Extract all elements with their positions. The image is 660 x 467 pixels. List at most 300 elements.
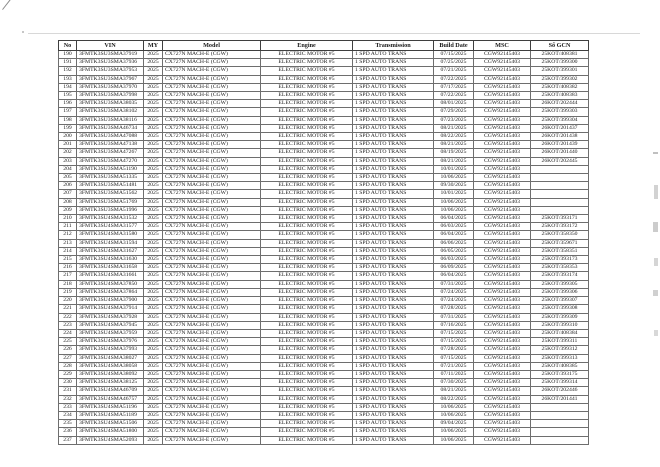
table-cell: CGW92145403	[474, 428, 531, 436]
table-cell: 1 SPD AUTO TRANS	[353, 174, 434, 182]
table-cell: 2025	[144, 420, 163, 428]
table-cell: 07/11/2025	[434, 370, 474, 378]
table-cell: CX727N MACH-E (CGW)	[163, 313, 261, 321]
column-header: Build Date	[434, 41, 474, 51]
table-cell: 25KOT/408383	[531, 92, 589, 100]
table-cell: 1 SPD AUTO TRANS	[353, 403, 434, 411]
table-cell: ELECTRIC MOTOR #5	[261, 411, 353, 419]
table-cell: 3FMTK3SU3SMA51481	[77, 182, 144, 190]
table-cell	[531, 174, 589, 182]
table-cell: 25KOT/399306	[531, 288, 589, 296]
table-cell: 26KOT/201437	[531, 124, 589, 132]
table-cell: 25KOT/408385	[531, 362, 589, 370]
scan-artifact-dot	[22, 31, 24, 33]
table-cell: ELECTRIC MOTOR #5	[261, 190, 353, 198]
table-cell: 2025	[144, 206, 163, 214]
table-cell: CGW92145403	[474, 149, 531, 157]
table-cell: ELECTRIC MOTOR #5	[261, 420, 353, 428]
table-cell: ELECTRIC MOTOR #5	[261, 354, 353, 362]
table-cell: ELECTRIC MOTOR #5	[261, 165, 353, 173]
table-cell: 06/09/2025	[434, 264, 474, 272]
table-cell: 10/06/2025	[434, 436, 474, 444]
table-cell: 3FMTK3SU4SMA51800	[77, 428, 144, 436]
table-cell: ELECTRIC MOTOR #5	[261, 174, 353, 182]
table-cell: CGW92145403	[474, 59, 531, 67]
table-cell: ELECTRIC MOTOR #5	[261, 198, 353, 206]
table-cell: 1 SPD AUTO TRANS	[353, 59, 434, 67]
table-cell: 2025	[144, 190, 163, 198]
table-cell: 25KOT/399309	[531, 313, 589, 321]
scan-artifact-edge-mark	[653, 290, 658, 296]
column-header: No	[59, 41, 77, 51]
table-cell: CGW92145403	[474, 297, 531, 305]
scan-artifact-edge-mark	[654, 330, 658, 336]
table-cell: 07/24/2025	[434, 297, 474, 305]
table-cell: 25KOT/399301	[531, 67, 589, 75]
table-cell: 3FMTK3SU4SMA31532	[77, 215, 144, 223]
table-cell: 1 SPD AUTO TRANS	[353, 124, 434, 132]
table-cell: 3FMTK3SU3SMA38035	[77, 100, 144, 108]
table-cell: 10/06/2025	[434, 411, 474, 419]
table-cell: ELECTRIC MOTOR #5	[261, 321, 353, 329]
table-cell: 198	[59, 116, 77, 124]
table-cell: 3FMTK3SU4SMA37993	[77, 346, 144, 354]
table-row	[59, 272, 589, 280]
table-cell: ELECTRIC MOTOR #5	[261, 67, 353, 75]
table-cell: 2025	[144, 141, 163, 149]
table-row	[59, 329, 589, 337]
table-cell: ELECTRIC MOTOR #5	[261, 264, 353, 272]
scan-artifact-edge-mark	[654, 185, 658, 199]
table-cell: CX727N MACH-E (CGW)	[163, 182, 261, 190]
table-cell: 3FMTK3SU3SMA37953	[77, 67, 144, 75]
table-row	[59, 256, 589, 264]
table-cell: 2025	[144, 256, 163, 264]
table-cell: ELECTRIC MOTOR #5	[261, 313, 353, 321]
table-cell: 192	[59, 67, 77, 75]
table-cell: 25KOT/358350	[531, 231, 589, 239]
table-cell: 10/06/2025	[434, 206, 474, 214]
table-cell: 08/21/2025	[434, 124, 474, 132]
table-cell: 2025	[144, 198, 163, 206]
table-cell: 3FMTK3SU4SMA31630	[77, 256, 144, 264]
table-cell: 2025	[144, 165, 163, 173]
table-cell: 3FMTK3SU3SMA51335	[77, 174, 144, 182]
table-cell: 09/04/2025	[434, 420, 474, 428]
table-cell: 2025	[144, 59, 163, 67]
table-cell: CGW92145403	[474, 133, 531, 141]
table-cell: 190	[59, 51, 77, 59]
table-cell: 1 SPD AUTO TRANS	[353, 362, 434, 370]
table-cell: CGW92145403	[474, 411, 531, 419]
table-cell: 1 SPD AUTO TRANS	[353, 108, 434, 116]
table-cell: 25KOT/359671	[531, 239, 589, 247]
table-row	[59, 370, 589, 378]
table-cell: 25KOT/399302	[531, 75, 589, 83]
column-header: MSC	[474, 41, 531, 51]
table-cell: CGW92145403	[474, 51, 531, 59]
table-cell: 26KOT/202444	[531, 100, 589, 108]
table-row	[59, 157, 589, 165]
table-cell: ELECTRIC MOTOR #5	[261, 239, 353, 247]
table-cell: 1 SPD AUTO TRANS	[353, 165, 434, 173]
scan-artifact-edge-mark	[654, 258, 658, 266]
table-cell: ELECTRIC MOTOR #5	[261, 83, 353, 91]
table-cell: 25KOT/399313	[531, 354, 589, 362]
table-cell: 2025	[144, 329, 163, 337]
table-cell: CGW92145403	[474, 346, 531, 354]
table-cell: 1 SPD AUTO TRANS	[353, 100, 434, 108]
table-cell: ELECTRIC MOTOR #5	[261, 141, 353, 149]
table-cell: 197	[59, 108, 77, 116]
table-cell: 25KOT/399303	[531, 108, 589, 116]
table-cell: 226	[59, 346, 77, 354]
table-cell: 2025	[144, 215, 163, 223]
table-row	[59, 239, 589, 247]
table-cell: 218	[59, 280, 77, 288]
table-cell: 07/24/2025	[434, 288, 474, 296]
table-row	[59, 321, 589, 329]
table-cell: 230	[59, 379, 77, 387]
table-cell: CGW92145403	[474, 379, 531, 387]
table-row	[59, 395, 589, 403]
table-row	[59, 100, 589, 108]
table-cell: 212	[59, 231, 77, 239]
table-cell: CGW92145403	[474, 231, 531, 239]
table-cell: CGW92145403	[474, 420, 531, 428]
table-cell: CGW92145403	[474, 247, 531, 255]
table-cell: 1 SPD AUTO TRANS	[353, 239, 434, 247]
table-cell: 25KOT/393174	[531, 272, 589, 280]
table-cell: 1 SPD AUTO TRANS	[353, 346, 434, 354]
table-cell: 25KOT/399314	[531, 379, 589, 387]
table-cell: CGW92145403	[474, 157, 531, 165]
table-cell: 200	[59, 133, 77, 141]
table-row	[59, 346, 589, 354]
table-cell: 26KOT/201439	[531, 141, 589, 149]
table-cell: 1 SPD AUTO TRANS	[353, 354, 434, 362]
table-cell: ELECTRIC MOTOR #5	[261, 247, 353, 255]
table-cell: ELECTRIC MOTOR #5	[261, 75, 353, 83]
table-cell: 2025	[144, 297, 163, 305]
table-body	[59, 51, 589, 445]
table-cell: 3FMTK3SU4SMA52093	[77, 436, 144, 444]
scan-artifact-top-line	[28, 33, 640, 34]
table-cell: 07/15/2025	[434, 354, 474, 362]
table-cell: 2025	[144, 75, 163, 83]
table-cell: 3FMTK3SU3SMA37919	[77, 51, 144, 59]
table-cell: CGW92145403	[474, 100, 531, 108]
column-header: Số GCN	[531, 41, 589, 51]
table-cell: CGW92145403	[474, 174, 531, 182]
table-row	[59, 182, 589, 190]
table-cell: 25KOT/399300	[531, 59, 589, 67]
table-row	[59, 59, 589, 67]
table-cell: 1 SPD AUTO TRANS	[353, 305, 434, 313]
table-cell: 3FMTK3SU4SMA37976	[77, 338, 144, 346]
table-cell: CGW92145403	[474, 116, 531, 124]
table-row	[59, 83, 589, 91]
table-cell: 3FMTK3SU4SMA31577	[77, 223, 144, 231]
table-cell: CX727N MACH-E (CGW)	[163, 272, 261, 280]
table-cell: 2025	[144, 321, 163, 329]
table-cell: CX727N MACH-E (CGW)	[163, 387, 261, 395]
table-cell: 3FMTK3SU3SMA51769	[77, 198, 144, 206]
table-cell: CX727N MACH-E (CGW)	[163, 116, 261, 124]
table-row	[59, 215, 589, 223]
table-cell: 234	[59, 411, 77, 419]
table-cell: ELECTRIC MOTOR #5	[261, 403, 353, 411]
table-cell: ELECTRIC MOTOR #5	[261, 272, 353, 280]
table-cell: CGW92145403	[474, 362, 531, 370]
table-cell	[531, 420, 589, 428]
table-cell: 07/21/2025	[434, 67, 474, 75]
table-cell: 2025	[144, 124, 163, 132]
table-cell: 25KOT/399305	[531, 280, 589, 288]
table-cell: 2025	[144, 288, 163, 296]
table-cell: 236	[59, 428, 77, 436]
table-cell: 25KOT/393172	[531, 223, 589, 231]
table-cell: 2025	[144, 239, 163, 247]
table-cell: 2025	[144, 387, 163, 395]
table-cell: CGW92145403	[474, 338, 531, 346]
table-cell: 25KOT/399304	[531, 116, 589, 124]
table-cell: ELECTRIC MOTOR #5	[261, 116, 353, 124]
table-cell: CGW92145403	[474, 329, 531, 337]
table-cell: 07/29/2025	[434, 108, 474, 116]
table-cell: CGW92145403	[474, 305, 531, 313]
table-cell: 08/22/2025	[434, 133, 474, 141]
table-cell: 06/04/2025	[434, 231, 474, 239]
table-cell: 1 SPD AUTO TRANS	[353, 149, 434, 157]
table-cell: CX727N MACH-E (CGW)	[163, 108, 261, 116]
table-cell: CX727N MACH-E (CGW)	[163, 411, 261, 419]
table-cell: 3FMTK3SU4SMA37945	[77, 321, 144, 329]
table-cell: 06/04/2025	[434, 272, 474, 280]
table-row	[59, 247, 589, 255]
table-cell: CX727N MACH-E (CGW)	[163, 354, 261, 362]
table-cell: 2025	[144, 223, 163, 231]
table-cell: 3FMTK3SU3SMA51562	[77, 190, 144, 198]
table-cell: 10/06/2025	[434, 428, 474, 436]
table-cell: 1 SPD AUTO TRANS	[353, 133, 434, 141]
table-cell: 1 SPD AUTO TRANS	[353, 379, 434, 387]
table-cell: CGW92145403	[474, 182, 531, 190]
table-cell: CX727N MACH-E (CGW)	[163, 133, 261, 141]
column-header: Model	[163, 41, 261, 51]
table-cell: 06/03/2025	[434, 223, 474, 231]
table-cell: CX727N MACH-E (CGW)	[163, 223, 261, 231]
table-cell: 06/05/2025	[434, 247, 474, 255]
table-cell: 1 SPD AUTO TRANS	[353, 67, 434, 75]
table-row	[59, 124, 589, 132]
table-cell	[531, 190, 589, 198]
table-cell: CGW92145403	[474, 387, 531, 395]
table-cell: 209	[59, 206, 77, 214]
table-cell	[531, 198, 589, 206]
table-row	[59, 149, 589, 157]
table-cell: 3FMTK3SU4SMA46709	[77, 387, 144, 395]
table-cell: CGW92145403	[474, 223, 531, 231]
table-cell	[531, 182, 589, 190]
table-cell: 25KOT/399311	[531, 338, 589, 346]
table-cell: 220	[59, 297, 77, 305]
table-cell: CX727N MACH-E (CGW)	[163, 420, 261, 428]
table-cell: 1 SPD AUTO TRANS	[353, 190, 434, 198]
table-cell: 1 SPD AUTO TRANS	[353, 338, 434, 346]
table-row	[59, 51, 589, 59]
column-header: VIN	[77, 41, 144, 51]
table-cell: CGW92145403	[474, 124, 531, 132]
table-cell: 2025	[144, 370, 163, 378]
table-cell: 06/06/2025	[434, 239, 474, 247]
table-cell: 07/25/2025	[434, 59, 474, 67]
table-row	[59, 354, 589, 362]
table-cell: 1 SPD AUTO TRANS	[353, 428, 434, 436]
table-cell: 10/06/2025	[434, 198, 474, 206]
table-cell: CGW92145403	[474, 198, 531, 206]
table-cell: 223	[59, 321, 77, 329]
table-cell: 3FMTK3SU3SMA47138	[77, 141, 144, 149]
table-cell: 1 SPD AUTO TRANS	[353, 395, 434, 403]
table-cell: 3FMTK3SU3SMA47270	[77, 157, 144, 165]
table-cell: ELECTRIC MOTOR #5	[261, 387, 353, 395]
table-cell: ELECTRIC MOTOR #5	[261, 59, 353, 67]
table-cell: 08/21/2025	[434, 157, 474, 165]
table-cell: 2025	[144, 305, 163, 313]
table-header-row	[59, 41, 589, 51]
table-cell: CX727N MACH-E (CGW)	[163, 231, 261, 239]
table-cell: 232	[59, 395, 77, 403]
table-row	[59, 67, 589, 75]
table-cell: 26KOT/201438	[531, 133, 589, 141]
table-cell: 09/30/2025	[434, 182, 474, 190]
table-cell: CGW92145403	[474, 83, 531, 91]
table-cell: 25KOT/408384	[531, 329, 589, 337]
table-cell: 1 SPD AUTO TRANS	[353, 83, 434, 91]
table-cell: 08/21/2025	[434, 141, 474, 149]
table-row	[59, 75, 589, 83]
table-cell: 25KOT/408382	[531, 83, 589, 91]
column-header: Transmission	[353, 41, 434, 51]
table-cell: CX727N MACH-E (CGW)	[163, 141, 261, 149]
table-cell: CGW92145403	[474, 403, 531, 411]
table-cell: CGW92145403	[474, 75, 531, 83]
table-cell: 219	[59, 288, 77, 296]
table-cell: CX727N MACH-E (CGW)	[163, 362, 261, 370]
table-cell: CX727N MACH-E (CGW)	[163, 83, 261, 91]
table-cell: 2025	[144, 149, 163, 157]
table-row	[59, 108, 589, 116]
table-cell: 08/21/2025	[434, 387, 474, 395]
table-cell: 07/28/2025	[434, 305, 474, 313]
table-cell: 211	[59, 223, 77, 231]
vin-table	[58, 40, 589, 445]
table-cell: 1 SPD AUTO TRANS	[353, 329, 434, 337]
table-row	[59, 92, 589, 100]
table-cell: 191	[59, 59, 77, 67]
table-cell: 201	[59, 141, 77, 149]
table-cell: CX727N MACH-E (CGW)	[163, 75, 261, 83]
table-cell: CX727N MACH-E (CGW)	[163, 288, 261, 296]
table-cell: ELECTRIC MOTOR #5	[261, 395, 353, 403]
table-cell: 2025	[144, 346, 163, 354]
table-cell: CGW92145403	[474, 280, 531, 288]
table-cell: CX727N MACH-E (CGW)	[163, 370, 261, 378]
table-cell: 2025	[144, 133, 163, 141]
column-header: MY	[144, 41, 163, 51]
table-cell: CGW92145403	[474, 272, 531, 280]
table-cell: 1 SPD AUTO TRANS	[353, 247, 434, 255]
table-cell: 221	[59, 305, 77, 313]
table-cell: 224	[59, 329, 77, 337]
table-cell: ELECTRIC MOTOR #5	[261, 338, 353, 346]
table-cell: ELECTRIC MOTOR #5	[261, 133, 353, 141]
table-cell: ELECTRIC MOTOR #5	[261, 305, 353, 313]
table-cell: ELECTRIC MOTOR #5	[261, 362, 353, 370]
table-cell: ELECTRIC MOTOR #5	[261, 182, 353, 190]
table-cell: CX727N MACH-E (CGW)	[163, 67, 261, 75]
table-cell: CX727N MACH-E (CGW)	[163, 165, 261, 173]
table-cell: CGW92145403	[474, 354, 531, 362]
table-cell: CX727N MACH-E (CGW)	[163, 338, 261, 346]
table-cell: CGW92145403	[474, 321, 531, 329]
table-cell: 231	[59, 387, 77, 395]
table-cell: 193	[59, 75, 77, 83]
scan-artifact-edge-mark	[653, 152, 658, 154]
table-cell: 1 SPD AUTO TRANS	[353, 387, 434, 395]
table-cell: ELECTRIC MOTOR #5	[261, 206, 353, 214]
table-cell: ELECTRIC MOTOR #5	[261, 215, 353, 223]
table-cell: 1 SPD AUTO TRANS	[353, 206, 434, 214]
table-cell: 205	[59, 174, 77, 182]
table-cell: 26KOT/201441	[531, 395, 589, 403]
table-cell: 207	[59, 190, 77, 198]
table-row	[59, 133, 589, 141]
table-cell: 10/01/2025	[434, 165, 474, 173]
table-cell: 3FMTK3SU4SMA37900	[77, 297, 144, 305]
table-cell: 3FMTK3SU4SMA37850	[77, 280, 144, 288]
table-cell: CX727N MACH-E (CGW)	[163, 305, 261, 313]
table-cell: 1 SPD AUTO TRANS	[353, 231, 434, 239]
table-cell: 2025	[144, 108, 163, 116]
table-cell: CGW92145403	[474, 215, 531, 223]
table-cell: 26KOT/202445	[531, 157, 589, 165]
table-cell: CX727N MACH-E (CGW)	[163, 403, 261, 411]
table-cell: 203	[59, 157, 77, 165]
table-row	[59, 223, 589, 231]
table-cell: 25KOT/393173	[531, 256, 589, 264]
table-cell: 235	[59, 420, 77, 428]
table-cell: CGW92145403	[474, 395, 531, 403]
table-cell: 08/22/2025	[434, 395, 474, 403]
table-cell: 3FMTK3SU3SMA37967	[77, 75, 144, 83]
table-cell: 1 SPD AUTO TRANS	[353, 411, 434, 419]
table-cell: CX727N MACH-E (CGW)	[163, 206, 261, 214]
table-row	[59, 338, 589, 346]
table-cell: 3FMTK3SU4SMA38125	[77, 379, 144, 387]
table-cell: ELECTRIC MOTOR #5	[261, 329, 353, 337]
table-cell	[531, 206, 589, 214]
table-cell: 206	[59, 182, 77, 190]
table-cell: 2025	[144, 428, 163, 436]
table-cell: ELECTRIC MOTOR #5	[261, 92, 353, 100]
table-cell: 3FMTK3SU3SMA47267	[77, 149, 144, 157]
table-cell	[531, 428, 589, 436]
table-cell: 2025	[144, 83, 163, 91]
table-cell: CGW92145403	[474, 108, 531, 116]
table-cell: 1 SPD AUTO TRANS	[353, 313, 434, 321]
